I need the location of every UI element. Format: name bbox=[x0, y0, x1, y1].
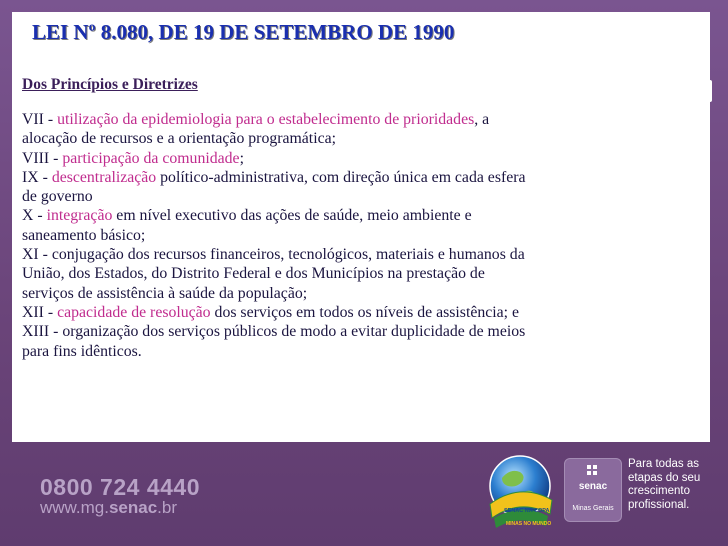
text-segment: ; bbox=[239, 149, 244, 167]
slogan-line: Para todas as bbox=[628, 458, 699, 470]
highlighted-term: integração bbox=[46, 207, 113, 225]
highlighted-term: descentralização bbox=[51, 168, 157, 186]
slogan-line: crescimento bbox=[628, 485, 690, 497]
law-text-line bbox=[22, 303, 698, 322]
text-segment: de governo bbox=[22, 188, 93, 206]
law-text-line bbox=[22, 149, 698, 168]
text-segment: VII - bbox=[22, 111, 58, 128]
globe-ribbon-top-text: SENAC NA COPA bbox=[504, 508, 550, 514]
globe-icon bbox=[484, 452, 556, 538]
senac-na-copa-globe-logo bbox=[484, 452, 556, 538]
law-text-line bbox=[22, 284, 698, 303]
senac-minas-logo bbox=[564, 458, 622, 522]
law-text-line bbox=[22, 129, 698, 148]
slogan bbox=[628, 458, 724, 512]
text-segment: , a bbox=[474, 111, 490, 128]
text-segment: VIII - bbox=[22, 149, 63, 167]
law-text-line bbox=[22, 226, 698, 245]
text-segment: XII - bbox=[22, 303, 58, 321]
panel-edge-tab bbox=[706, 80, 712, 102]
site-prefix: www.mg. bbox=[40, 498, 109, 517]
highlighted-term: participação da comunidade bbox=[62, 149, 240, 167]
site-suffix: .br bbox=[157, 498, 178, 517]
text-segment: XIII - organização dos serviços públicos de modo a evitar duplicidade de meios bbox=[22, 323, 526, 341]
text-segment: dos serviços em todos os níveis de assistência; e bbox=[210, 303, 520, 321]
law-text-line bbox=[22, 342, 698, 361]
law-text-line bbox=[22, 245, 698, 264]
highlighted-term: capacidade de resolução bbox=[57, 303, 211, 321]
text-segment: serviços de assistência à saúde da população; bbox=[22, 284, 308, 302]
senac-symbol-icon bbox=[565, 459, 621, 481]
text-segment: político-administrativa, com direção única em cada esfera bbox=[156, 168, 526, 186]
text-segment: saneamento básico; bbox=[22, 226, 146, 244]
law-text-line bbox=[22, 322, 698, 341]
slogan-line: etapas do seu bbox=[628, 471, 701, 484]
law-text-line bbox=[22, 206, 698, 225]
text-segment: para fins idênticos. bbox=[22, 342, 142, 360]
senac-logo-region: Minas Gerais bbox=[572, 505, 614, 512]
slogan-line: profissional. bbox=[628, 498, 690, 511]
phone-number: 0800 724 4440 bbox=[40, 474, 200, 500]
text-segment: IX - bbox=[22, 168, 52, 186]
text-segment: alocação de recursos e a orientação programática; bbox=[22, 130, 337, 148]
text-segment: XI - conjugação dos recursos financeiros, tecnológicos, materiais e humanos da bbox=[22, 246, 525, 264]
law-text-line bbox=[22, 264, 698, 283]
law-text-line bbox=[22, 187, 698, 206]
text-segment: União, dos Estados, do Distrito Federal e dos Municípios na prestação de bbox=[22, 265, 485, 283]
law-text-body bbox=[22, 110, 698, 361]
senac-logo-word: senac bbox=[578, 481, 608, 492]
website-address bbox=[40, 498, 177, 518]
globe-ribbon-bottom-text: MINAS NO MUNDO bbox=[506, 521, 552, 527]
highlighted-term: utilização da epidemiologia para o estabelecimento de prioridades bbox=[57, 111, 475, 128]
law-text-line bbox=[22, 168, 698, 187]
slide-title: LEI Nº 8.080, DE 19 DE SETEMBRO DE 1990 bbox=[32, 20, 455, 44]
section-subtitle: Dos Princípios e Diretrizes bbox=[22, 76, 198, 93]
law-text-line bbox=[22, 110, 698, 129]
text-segment: em nível executivo das ações de saúde, meio ambiente e bbox=[112, 207, 472, 225]
site-brand: senac bbox=[108, 498, 158, 517]
text-segment: X - bbox=[22, 207, 47, 225]
